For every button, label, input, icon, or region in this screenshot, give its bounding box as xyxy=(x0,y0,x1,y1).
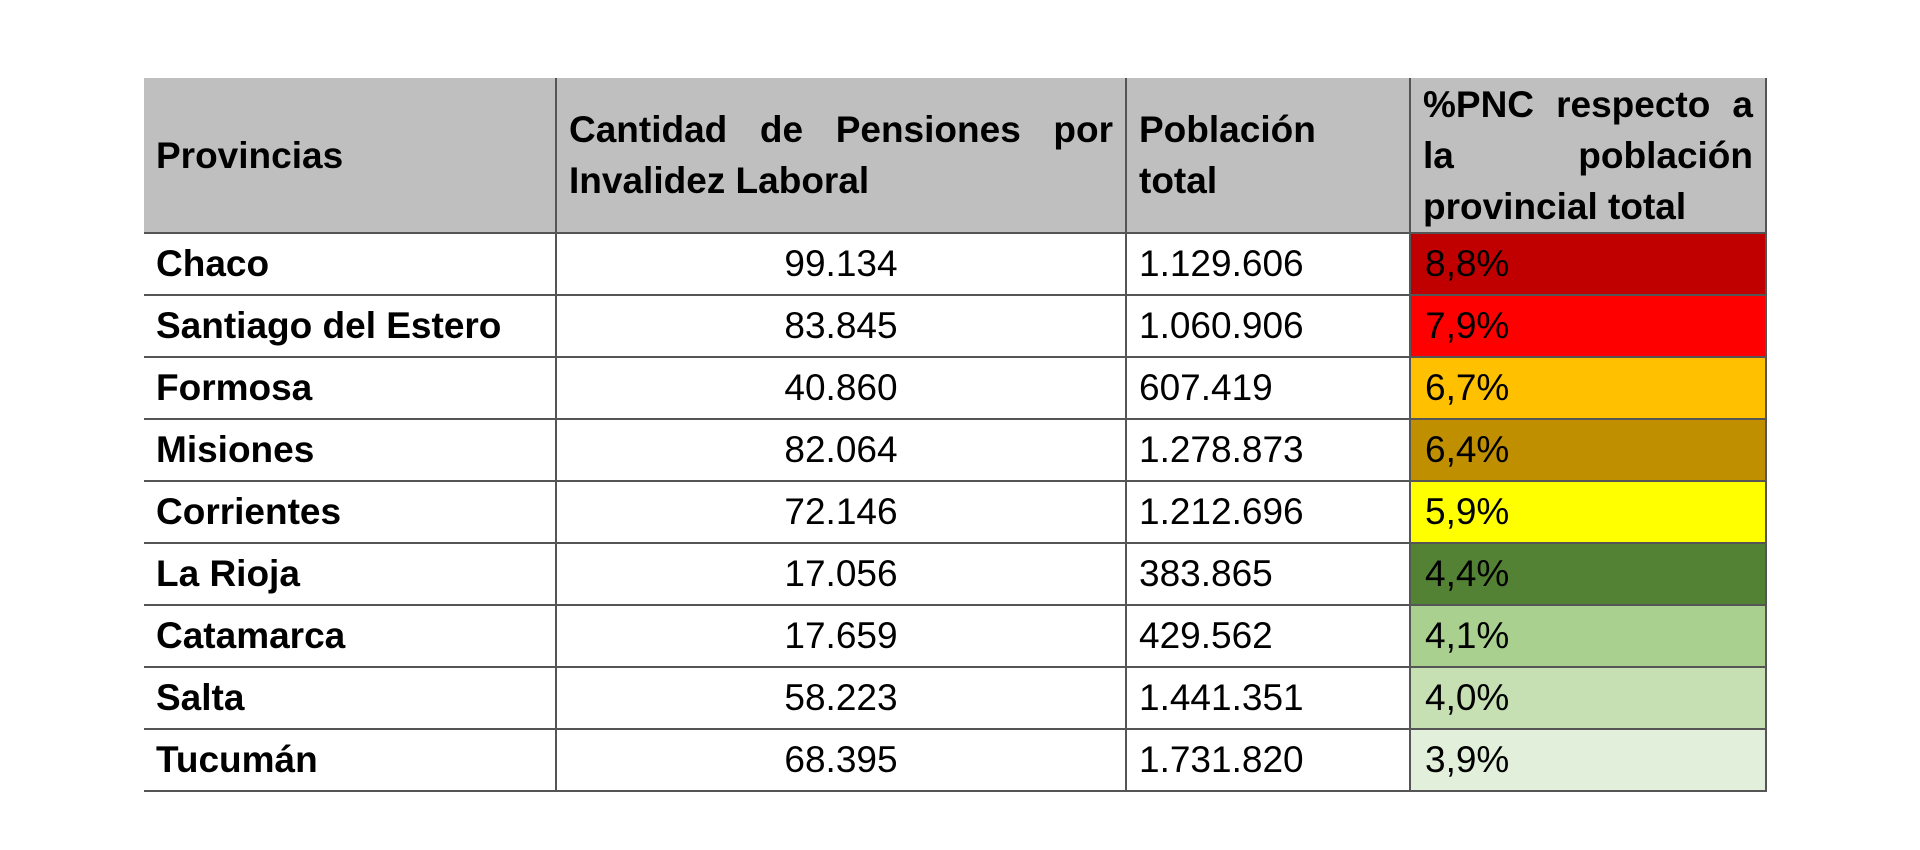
cell-pensiones: 17.056 xyxy=(556,543,1126,605)
table-row xyxy=(144,419,1766,481)
header-row xyxy=(144,78,1766,233)
pension-table xyxy=(144,78,1767,792)
cell-poblacion: 1.278.873 xyxy=(1126,419,1410,481)
cell-pensiones: 40.860 xyxy=(556,357,1126,419)
cell-pct: 4,1% xyxy=(1410,605,1766,667)
table-row xyxy=(144,357,1766,419)
cell-pensiones: 72.146 xyxy=(556,481,1126,543)
cell-poblacion: 1.731.820 xyxy=(1126,729,1410,791)
cell-provincia: Corrientes xyxy=(144,481,556,543)
cell-provincia: Tucumán xyxy=(144,729,556,791)
cell-pct: 3,9% xyxy=(1410,729,1766,791)
cell-pensiones: 83.845 xyxy=(556,295,1126,357)
table-row xyxy=(144,667,1766,729)
cell-poblacion: 607.419 xyxy=(1126,357,1410,419)
header-pct-pnc: %PNC respecto a la población provincial total xyxy=(1410,78,1766,233)
cell-poblacion: 429.562 xyxy=(1126,605,1410,667)
cell-provincia: Salta xyxy=(144,667,556,729)
cell-pensiones: 99.134 xyxy=(556,233,1126,295)
cell-pct: 4,4% xyxy=(1410,543,1766,605)
table-row xyxy=(144,481,1766,543)
cell-poblacion: 1.441.351 xyxy=(1126,667,1410,729)
header-provincias: Provincias xyxy=(144,78,556,233)
cell-poblacion: 383.865 xyxy=(1126,543,1410,605)
cell-pensiones: 58.223 xyxy=(556,667,1126,729)
header-cantidad-pensiones: Cantidad de Pensiones por Invalidez Laboral xyxy=(556,78,1126,233)
cell-poblacion: 1.129.606 xyxy=(1126,233,1410,295)
cell-provincia: Misiones xyxy=(144,419,556,481)
table-body xyxy=(144,233,1766,791)
table-row xyxy=(144,295,1766,357)
cell-poblacion: 1.212.696 xyxy=(1126,481,1410,543)
table-row xyxy=(144,233,1766,295)
table-row xyxy=(144,543,1766,605)
cell-pct: 6,7% xyxy=(1410,357,1766,419)
cell-provincia: Chaco xyxy=(144,233,556,295)
table-row xyxy=(144,605,1766,667)
cell-pct: 4,0% xyxy=(1410,667,1766,729)
cell-pct: 7,9% xyxy=(1410,295,1766,357)
header-poblacion-total: Población total xyxy=(1126,78,1410,233)
cell-poblacion: 1.060.906 xyxy=(1126,295,1410,357)
cell-pct: 5,9% xyxy=(1410,481,1766,543)
cell-pensiones: 17.659 xyxy=(556,605,1126,667)
cell-pensiones: 82.064 xyxy=(556,419,1126,481)
cell-pensiones: 68.395 xyxy=(556,729,1126,791)
cell-pct: 6,4% xyxy=(1410,419,1766,481)
table-row xyxy=(144,729,1766,791)
table-header xyxy=(144,78,1766,233)
cell-pct: 8,8% xyxy=(1410,233,1766,295)
cell-provincia: Formosa xyxy=(144,357,556,419)
cell-provincia: Catamarca xyxy=(144,605,556,667)
cell-provincia: La Rioja xyxy=(144,543,556,605)
cell-provincia: Santiago del Estero xyxy=(144,295,556,357)
